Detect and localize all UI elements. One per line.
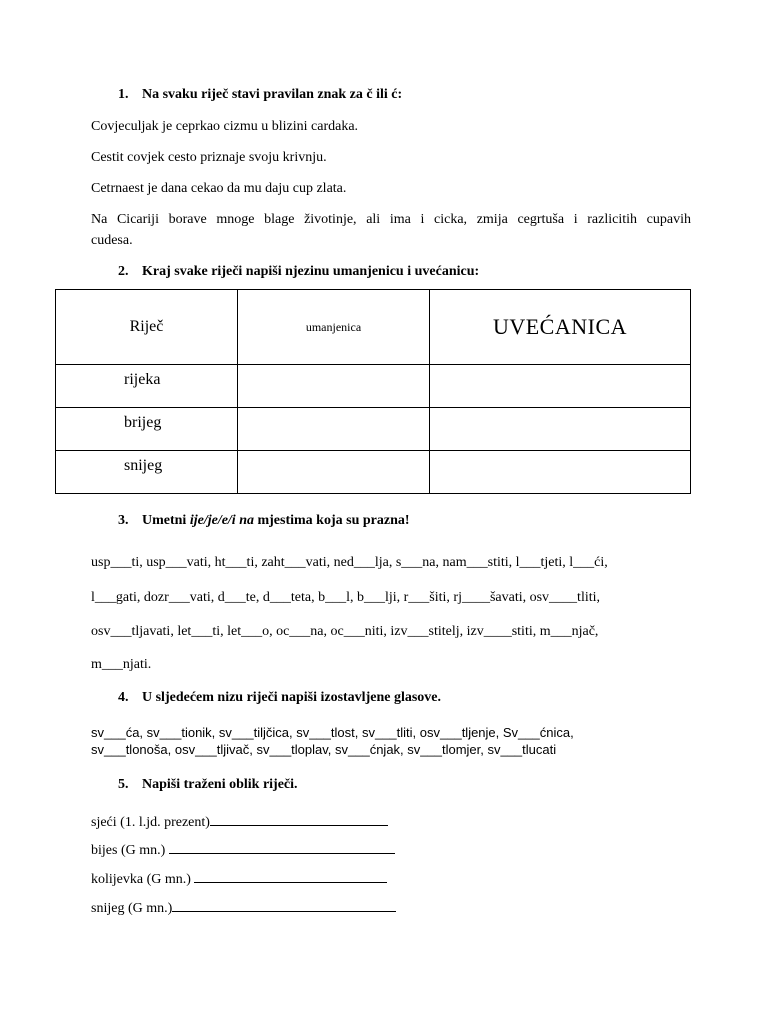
task1-title: Na svaku riječ stavi pravilan znak za č ili ć: bbox=[142, 87, 403, 102]
task5-item-label: snijeg (G mn.) bbox=[91, 901, 173, 916]
word-table bbox=[55, 289, 691, 494]
word-table-header-row bbox=[56, 290, 691, 365]
task5-item bbox=[91, 815, 388, 831]
header-umanjenica: umanjenica bbox=[238, 290, 430, 365]
task4-line: sv___tlonoša, osv___tljivač, sv___tloplav, sv___ćnjak, sv___tlomjer, sv___tlucati bbox=[91, 742, 557, 757]
task4-title: U sljedećem nizu riječi napiši izostavljene glasove. bbox=[142, 690, 442, 705]
task1-number: 1. bbox=[118, 87, 129, 102]
task5-item bbox=[91, 901, 396, 917]
task1-sentence: Na Cicariji borave mnoge blage životinje, ali ima i cicka, zmija cegrtuša i razlicitih cupavih bbox=[91, 212, 691, 227]
task3-title-prefix: Umetni bbox=[142, 513, 190, 528]
task1-sentence: cudesa. bbox=[91, 233, 133, 248]
answer-blank[interactable] bbox=[169, 852, 395, 854]
answer-blank[interactable] bbox=[210, 824, 388, 826]
task3-line: osv___tljavati, let___ti, let___o, oc___na, oc___niti, izv___stitelj, izv____stiti, m___njač, bbox=[91, 624, 599, 639]
task1-sentence: Cestit covjek cesto priznaje svoju krivnju. bbox=[91, 150, 327, 165]
task5-item bbox=[91, 843, 395, 859]
task5-heading bbox=[118, 777, 298, 793]
table-row bbox=[56, 365, 691, 408]
task5-number: 5. bbox=[118, 777, 129, 792]
task1-sentence: Covjeculjak je ceprkao cizmu u blizini cardaka. bbox=[91, 119, 359, 134]
task3-line: m___njati. bbox=[91, 657, 152, 672]
umanjenica-answer-cell[interactable] bbox=[238, 365, 430, 408]
task3-line: l___gati, dozr___vati, d___te, d___teta, b___l, b___lji, r___šiti, rj____šavati, osv____tliti, bbox=[91, 590, 601, 605]
answer-blank[interactable] bbox=[172, 910, 396, 912]
uvecanica-answer-cell[interactable] bbox=[430, 365, 691, 408]
umanjenica-answer-cell[interactable] bbox=[238, 451, 430, 494]
task2-number: 2. bbox=[118, 264, 129, 279]
task3-title-suffix: mjestima koja su prazna! bbox=[253, 513, 410, 528]
task4-line: sv___ća, sv___tionik, sv___tiljčica, sv___tlost, sv___tliti, osv___tljenje, Sv___ćnica, bbox=[91, 725, 574, 740]
task3-title-italic: ije/je/e/i na bbox=[189, 513, 254, 528]
umanjenica-answer-cell[interactable] bbox=[238, 408, 430, 451]
answer-blank[interactable] bbox=[194, 881, 387, 883]
task5-item-label: sjeći (1. l.jd. prezent) bbox=[91, 815, 210, 830]
task4-number: 4. bbox=[118, 690, 129, 705]
word-cell: rijeka bbox=[56, 365, 238, 408]
header-rijec: Riječ bbox=[56, 290, 238, 365]
table-row bbox=[56, 408, 691, 451]
task2-heading bbox=[118, 264, 479, 280]
task3-number: 3. bbox=[118, 513, 129, 528]
task5-title: Napiši traženi oblik riječi. bbox=[142, 777, 298, 792]
task4-heading bbox=[118, 690, 441, 706]
task3-heading bbox=[118, 513, 410, 529]
task1-sentence: Cetrnaest je dana cekao da mu daju cup zlata. bbox=[91, 181, 347, 196]
task5-item-label: bijes (G mn.) bbox=[91, 843, 169, 858]
task1-heading bbox=[118, 87, 402, 103]
word-cell: brijeg bbox=[56, 408, 238, 451]
uvecanica-answer-cell[interactable] bbox=[430, 451, 691, 494]
task5-item-label: kolijevka (G mn.) bbox=[91, 872, 195, 887]
uvecanica-answer-cell[interactable] bbox=[430, 408, 691, 451]
task3-line: usp___ti, usp___vati, ht___ti, zaht___vati, ned___lja, s___na, nam___stiti, l___tjeti, l___ći, bbox=[91, 555, 608, 570]
task2-title: Kraj svake riječi napiši njezinu umanjenicu i uvećanicu: bbox=[142, 264, 480, 279]
task5-item bbox=[91, 872, 387, 888]
word-cell: snijeg bbox=[56, 451, 238, 494]
task1-sentence-long bbox=[91, 209, 691, 251]
header-uvecanica: UVEĆANICA bbox=[430, 290, 691, 365]
table-row bbox=[56, 451, 691, 494]
